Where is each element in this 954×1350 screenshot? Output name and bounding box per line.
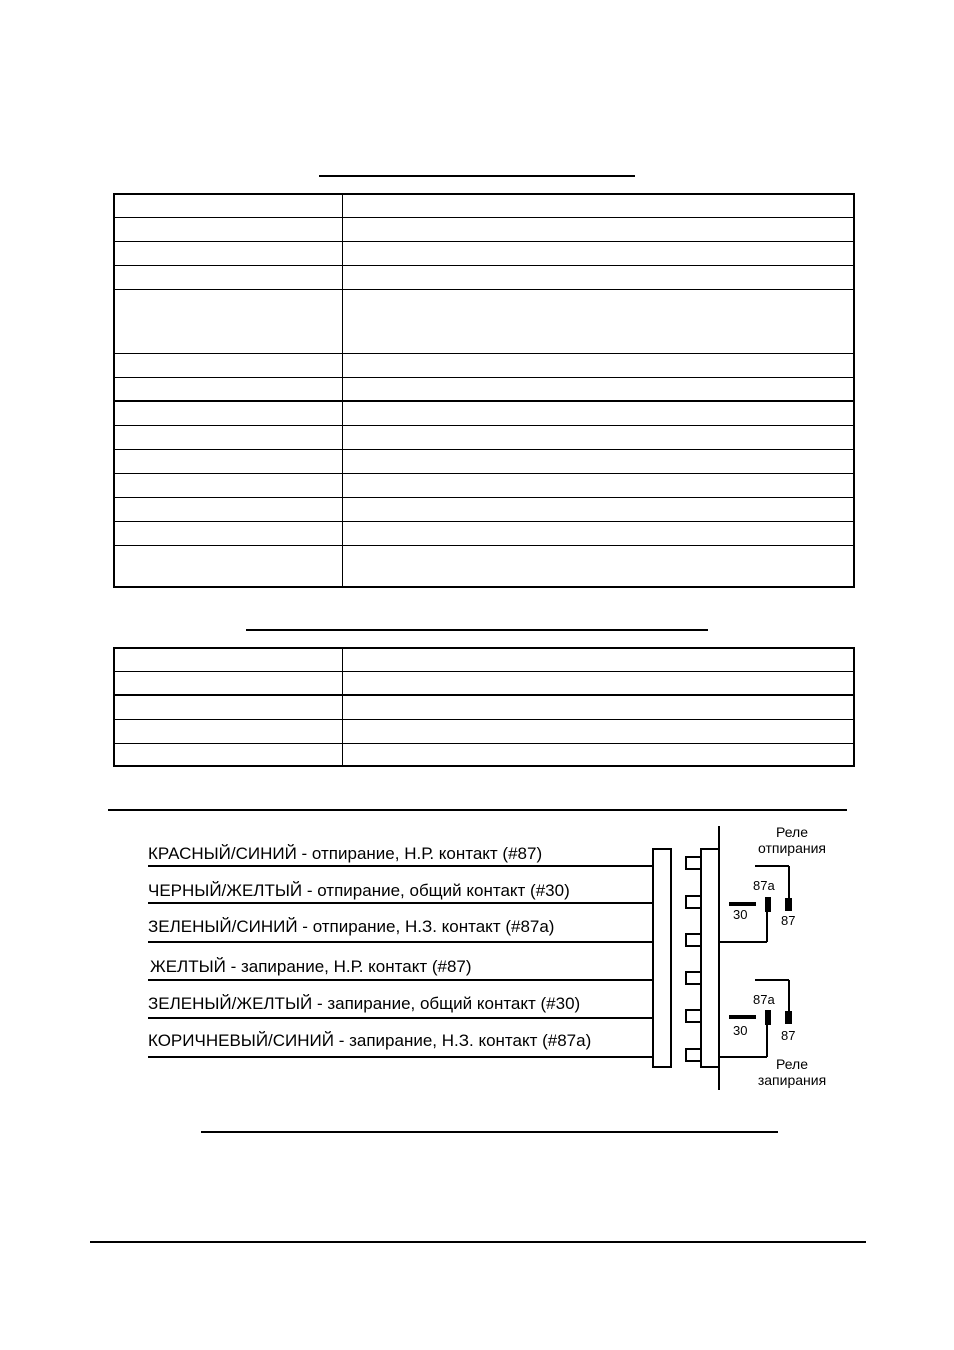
pin-87a-lock: 87а xyxy=(753,992,775,1007)
footer-rule xyxy=(90,1241,866,1243)
wire-label-black-yellow: ЧЕРНЫЙ/ЖЕЛТЫЙ - отпирание, общий контакт (#30) xyxy=(148,881,570,900)
connector-pin xyxy=(686,1049,701,1061)
unlock-relay-label xyxy=(748,824,836,856)
wire-label-yellow: ЖЕЛТЫЙ - запирание, Н.Р. контакт (#87) xyxy=(150,957,472,976)
unlock-relay-line2: отпирания xyxy=(758,840,826,856)
lock-relay-line1: Реле xyxy=(776,1056,808,1072)
pin-30-lock: 30 xyxy=(733,1023,748,1038)
wire-label-green-yellow: ЗЕЛЕНЫЙ/ЖЕЛТЫЙ - запирание, общий контакт (#30) xyxy=(148,994,581,1013)
lock-relay-line2: запирания xyxy=(757,1072,827,1088)
wire-label-green-blue: ЗЕЛЕНЫЙ/СИНИЙ - отпирание, Н.З. контакт (#87а) xyxy=(148,917,555,936)
connector-pin xyxy=(686,934,701,946)
connector-socket xyxy=(701,849,719,1067)
connector-pin xyxy=(686,896,701,908)
connector-pin xyxy=(686,857,701,869)
connector-pin xyxy=(686,1010,701,1022)
pin-30-unlock: 30 xyxy=(733,907,748,922)
lock-relay-label xyxy=(748,1056,836,1088)
pin-87-unlock: 87 xyxy=(781,913,796,928)
unlock-relay-line1: Реле xyxy=(776,824,808,840)
connector-pin xyxy=(686,972,701,984)
wire-label-red-blue: КРАСНЫЙ/СИНИЙ - отпирание, Н.Р. контакт (#87) xyxy=(148,844,543,863)
pin-87a-unlock: 87а xyxy=(753,878,775,893)
wire-label-brown-blue: КОРИЧНЕВЫЙ/СИНИЙ - запирание, Н.З. контакт (#87а) xyxy=(148,1031,592,1050)
pin-87-lock: 87 xyxy=(781,1028,796,1043)
connector-plug xyxy=(653,849,671,1067)
section-rule-4 xyxy=(201,1131,778,1133)
